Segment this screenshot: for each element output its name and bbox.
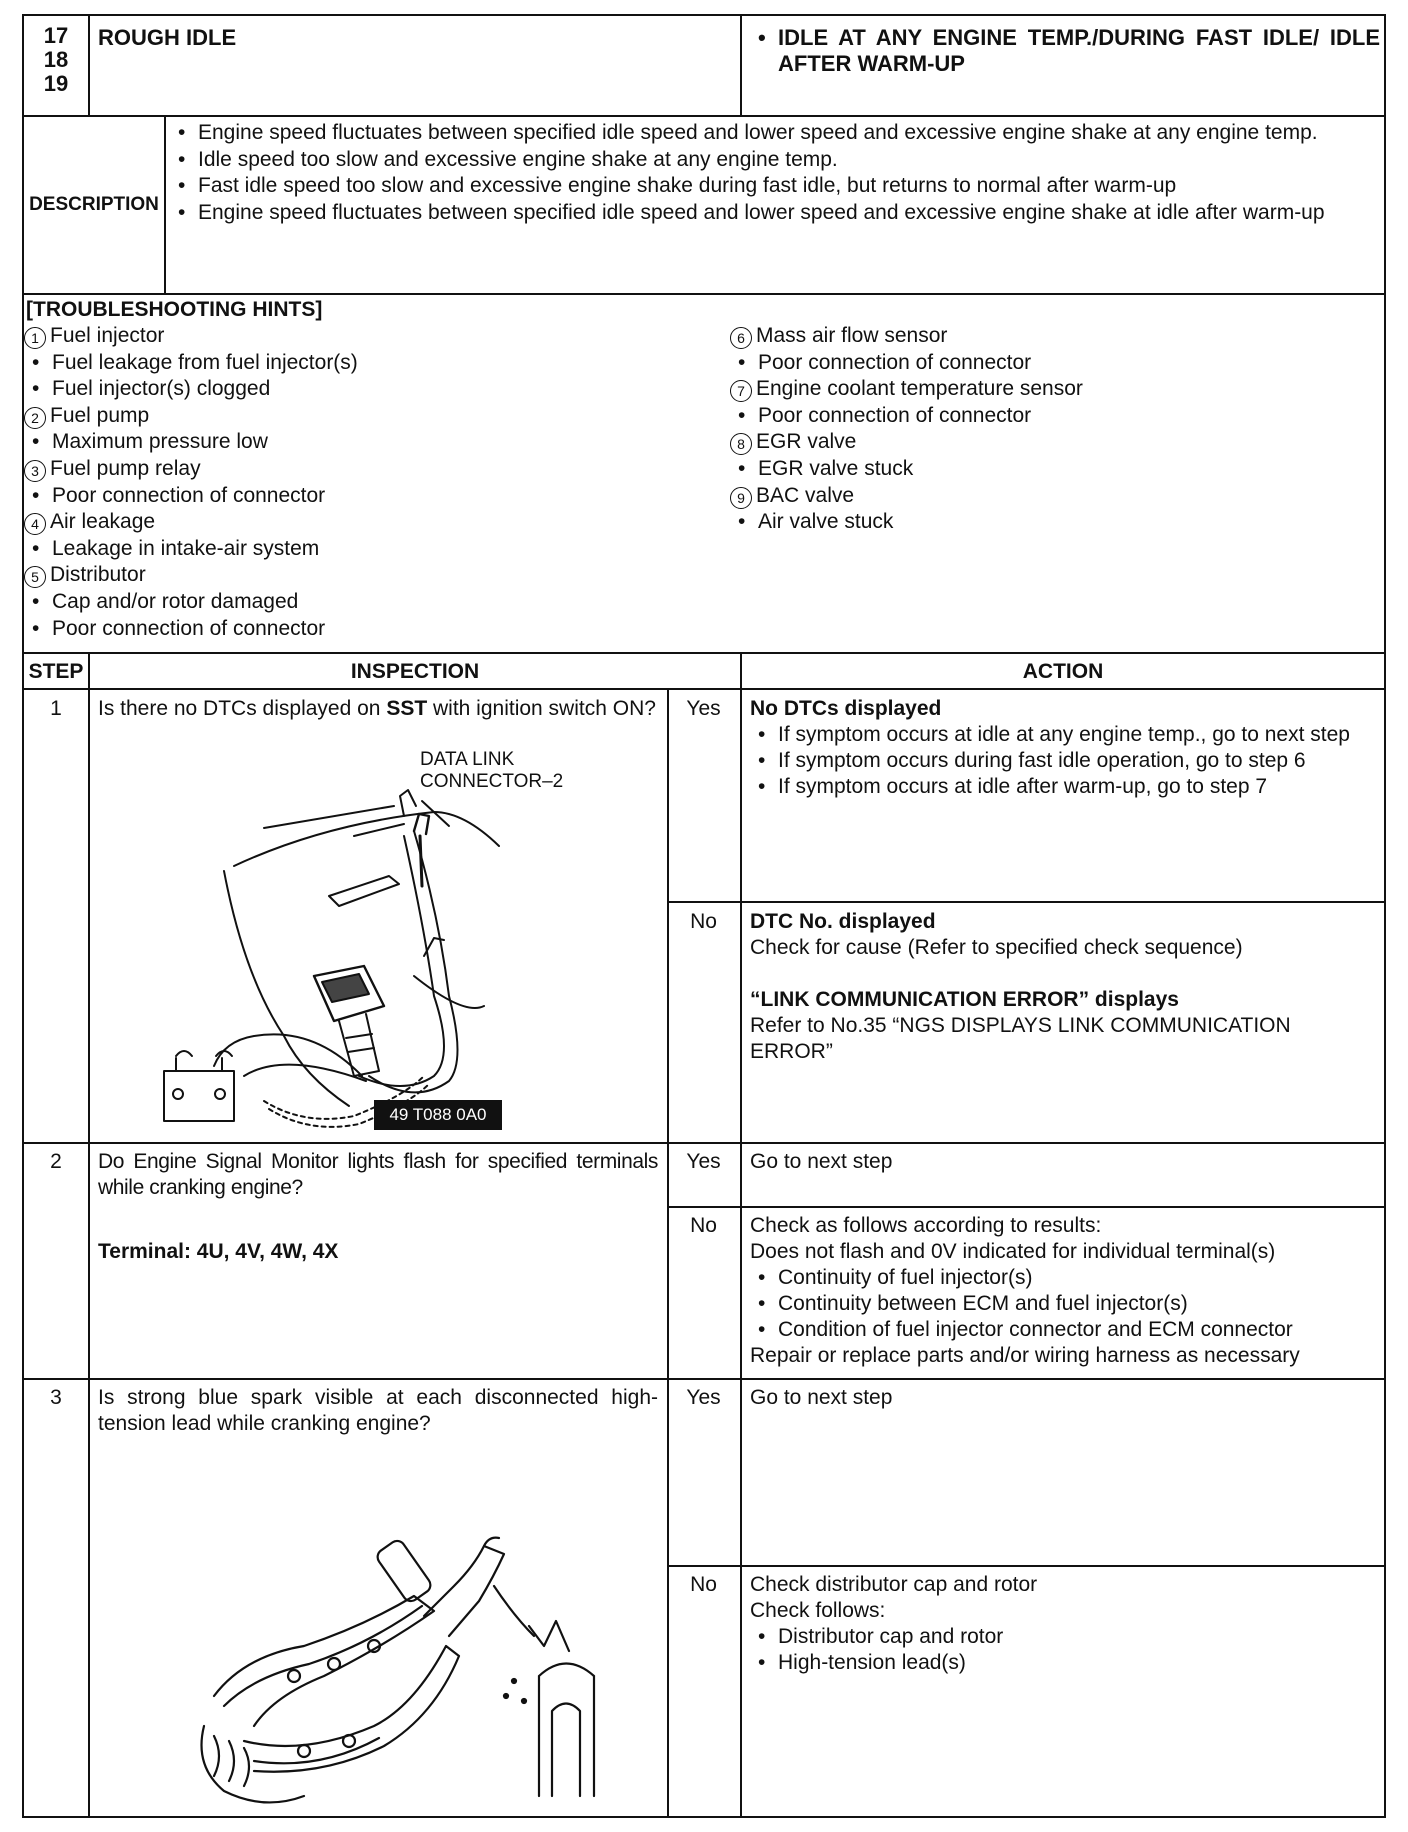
inspection-text: Do Engine Signal Monitor lights flash for specified terminals while cranking engine? [98, 1150, 658, 1199]
number-circle-icon: 2 [24, 407, 46, 429]
hint-title: Mass air flow sensor [756, 324, 948, 347]
step-number: 2 [50, 1150, 62, 1173]
yes-label: Yes [686, 697, 721, 720]
no-label: No [690, 910, 717, 933]
divider [24, 115, 1384, 117]
inspection-text [98, 696, 658, 722]
hint-group [730, 323, 1370, 376]
number-circle-icon: 5 [24, 566, 46, 588]
hint-item: • Fuel injector(s) clogged [24, 376, 704, 403]
hint-title: Air leakage [50, 510, 156, 534]
symptom-condition [750, 25, 1380, 77]
hint-group [24, 456, 704, 509]
figure-label [420, 749, 563, 793]
sst-part-number-tag: 49 T088 0A0 [374, 1100, 502, 1130]
divider [24, 293, 1384, 295]
data-link-connector-illustration [104, 776, 664, 1136]
divider [667, 689, 669, 1818]
description-list [170, 120, 1380, 226]
number-circle-icon: 6 [730, 327, 752, 349]
number-circle-icon: 4 [24, 513, 46, 535]
hint-title: Distributor [50, 563, 146, 587]
troubleshooting-sheet [22, 14, 1386, 1818]
hints-left-column [24, 323, 704, 642]
description-item: • Fast idle speed too slow and excessive engine shake during fast idle, but returns to normal after warm-up [170, 173, 1380, 200]
number-circle-icon: 3 [24, 460, 46, 482]
hint-title: Fuel pump [50, 403, 150, 427]
no-action [750, 1213, 1380, 1369]
hint-title: Fuel pump relay [50, 456, 201, 480]
dashboard-outline [234, 812, 499, 866]
number-circle-icon: 8 [730, 433, 752, 455]
spark-test-illustration [184, 1526, 604, 1816]
hint-item: • Air valve stuck [730, 509, 1370, 536]
hint-group [730, 429, 1370, 482]
terminal-list: Terminal: 4U, 4V, 4W, 4X [98, 1240, 339, 1263]
divider [667, 901, 1384, 903]
action-item: • Distributor cap and rotor [750, 1624, 1378, 1650]
hint-item: • Poor connection of connector [730, 403, 1370, 430]
step-number: 1 [50, 697, 62, 720]
description-item: • Engine speed fluctuates between specified idle speed and lower speed and excessive engine shake at idle after warm-up [170, 200, 1380, 227]
symptom-number: 18 [43, 47, 69, 72]
hint-group [24, 562, 704, 642]
yes-action: Go to next step [750, 1150, 893, 1173]
hint-title: BAC valve [756, 483, 855, 507]
action-item: • If symptom occurs at idle after warm-up, go to step 7 [750, 774, 1378, 800]
inspection-text-part: with ignition switch ON? [427, 697, 656, 720]
col-inspection-header: INSPECTION [350, 660, 480, 683]
hint-group [730, 483, 1370, 536]
action-text: Check follows: [750, 1599, 886, 1622]
symptom-number: 19 [43, 71, 69, 96]
hint-item: • Poor connection of connector [24, 483, 704, 510]
action-item: • If symptom occurs during fast idle operation, go to step 6 [750, 748, 1378, 774]
number-circle-icon: 7 [730, 380, 752, 402]
description-item: • Idle speed too slow and excessive engine shake at any engine temp. [170, 147, 1380, 174]
yes-label: Yes [686, 1150, 721, 1173]
divider [740, 16, 742, 116]
hint-group [24, 509, 704, 562]
no-action [750, 909, 1378, 1065]
hint-item: • Poor connection of connector [24, 616, 704, 643]
action-item: • If symptom occurs at idle at any engine temp., go to next step [750, 722, 1378, 748]
high-tension-lead [424, 1546, 504, 1636]
hint-group [24, 403, 704, 456]
divider [24, 1142, 1384, 1144]
divider [88, 16, 90, 116]
hint-item: • EGR valve stuck [730, 456, 1370, 483]
action-item: • Continuity of fuel injector(s) [750, 1265, 1380, 1291]
data-link-label-line: CONNECTOR–2 [420, 771, 564, 792]
hint-item: • Fuel leakage from fuel injector(s) [24, 350, 704, 377]
col-action-header: ACTION [1022, 660, 1104, 683]
symptom-title: ROUGH IDLE [98, 25, 237, 50]
divider [24, 688, 1384, 690]
symptom-number: 17 [43, 23, 69, 48]
inspection-text: Is strong blue spark visible at each disconnected high-tension lead while cranking engine? [98, 1386, 658, 1435]
hint-title: EGR valve [756, 430, 857, 454]
step-number: 3 [50, 1386, 62, 1409]
action-text: Check as follows according to results: [750, 1214, 1102, 1237]
action-text: Repair or replace parts and/or wiring harness as necessary [750, 1344, 1300, 1367]
divider [88, 653, 90, 1818]
action-heading: “LINK COMMUNICATION ERROR” displays [750, 988, 1179, 1011]
condition-text: • IDLE AT ANY ENGINE TEMP./DURING FAST IDLE/ IDLE AFTER WARM-UP [750, 25, 1380, 77]
hint-group [24, 323, 704, 403]
action-item: • Continuity between ECM and fuel injector(s) [750, 1291, 1380, 1317]
divider [667, 1565, 1384, 1567]
hint-item: • Cap and/or rotor damaged [24, 589, 704, 616]
number-circle-icon: 1 [24, 327, 46, 349]
divider [164, 116, 166, 294]
hint-item: • Maximum pressure low [24, 429, 704, 456]
no-label: No [690, 1214, 717, 1237]
number-circle-icon: 9 [730, 487, 752, 509]
hint-title: Engine coolant temperature sensor [756, 377, 1083, 401]
divider [667, 1206, 1384, 1208]
hints-title: [TROUBLESHOOTING HINTS] [26, 298, 323, 321]
action-text: Refer to No.35 “NGS DISPLAYS LINK COMMUNICATION ERROR” [750, 1014, 1291, 1063]
no-action [750, 1572, 1378, 1676]
description-label: DESCRIPTION [29, 194, 159, 215]
yes-action [750, 696, 1378, 800]
divider [24, 652, 1384, 654]
symptom-numbers [24, 24, 88, 96]
action-text: Does not flash and 0V indicated for individual terminal(s) [750, 1240, 1276, 1263]
hint-title: Fuel injector [50, 324, 165, 347]
action-heading: No DTCs displayed [750, 697, 942, 720]
hint-group [730, 376, 1370, 429]
action-heading: DTC No. displayed [750, 910, 936, 933]
hints-right-column [730, 323, 1370, 536]
hint-item: • Leakage in intake-air system [24, 536, 704, 563]
data-link-label-line: DATA LINK [420, 749, 515, 770]
no-label: No [690, 1573, 717, 1596]
divider [24, 1378, 1384, 1380]
col-step-header: STEP [28, 660, 84, 683]
yes-label: Yes [686, 1386, 721, 1409]
action-item: • Condition of fuel injector connector and ECM connector [750, 1317, 1380, 1343]
hint-item: • Poor connection of connector [730, 350, 1370, 377]
action-text: Check distributor cap and rotor [750, 1573, 1038, 1596]
action-item: • High-tension lead(s) [750, 1650, 1378, 1676]
divider [740, 653, 742, 1818]
inspection-text-part: Is there no DTCs displayed on [98, 697, 387, 720]
sst-label: SST [386, 697, 428, 720]
description-item: • Engine speed fluctuates between specified idle speed and lower speed and excessive engine shake at any engine temp. [170, 120, 1380, 147]
action-text: Check for cause (Refer to specified check sequence) [750, 936, 1243, 959]
yes-action: Go to next step [750, 1386, 893, 1409]
